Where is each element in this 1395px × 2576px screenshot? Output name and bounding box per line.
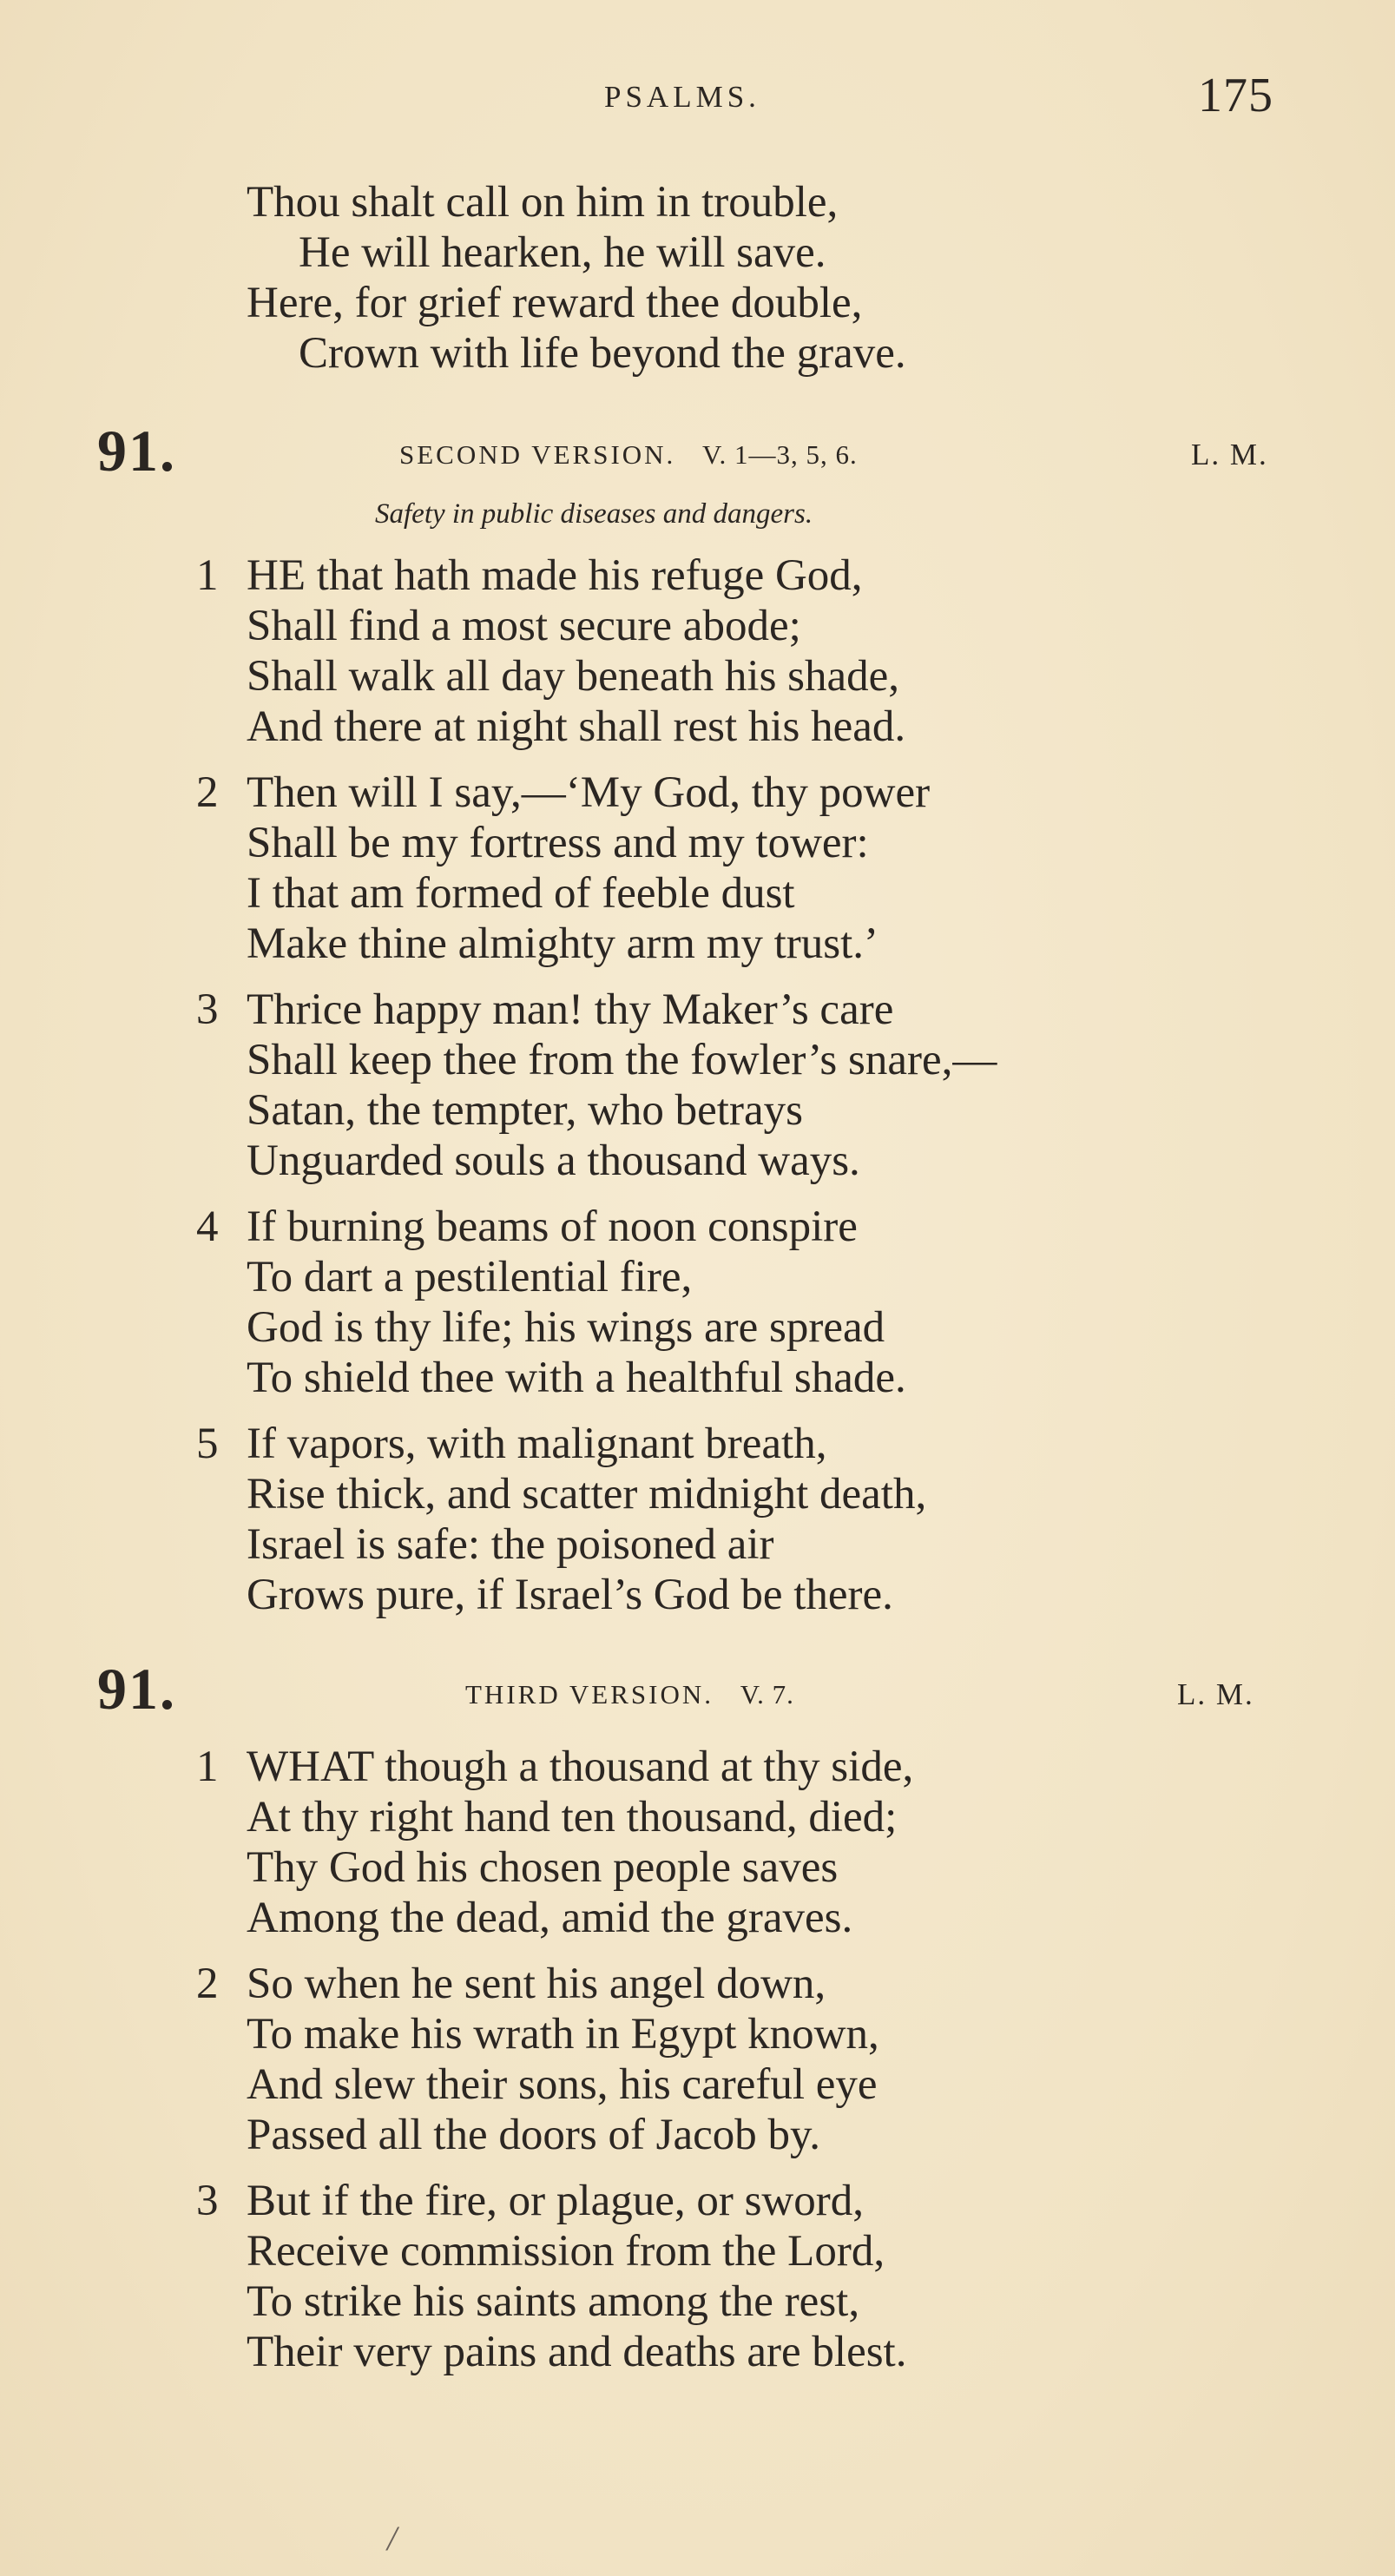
stanza-number: 3: [196, 985, 219, 1034]
meter-label: L. M.: [1191, 438, 1268, 471]
stanza-number: 2: [196, 768, 219, 817]
verse-line: Make thine almighty arm my trust.’: [247, 919, 879, 968]
verse-line: Thrice happy man! thy Maker’s care: [247, 985, 894, 1034]
verse-line: If burning beams of noon conspire: [247, 1202, 858, 1251]
verse-line: To strike his saints among the rest,: [247, 2277, 860, 2326]
verse-line: Rise thick, and scatter midnight death,: [247, 1470, 927, 1519]
stanza-number: 1: [196, 551, 219, 600]
verse-line: To dart a pestilential fire,: [247, 1253, 693, 1301]
verse-line: Unguarded souls a thousand ways.: [247, 1136, 860, 1185]
verse-line: If vapors, with malignant breath,: [247, 1420, 827, 1468]
stanza-number: 3: [196, 2177, 219, 2225]
verse-line: And there at night shall rest his head.: [247, 702, 906, 751]
page-number: 175: [1198, 69, 1273, 122]
verse-line: And slew their sons, his careful eye: [247, 2060, 878, 2109]
verse-line: Among the dead, amid the graves.: [247, 1894, 853, 1942]
verse-line: Here, for grief reward thee double,: [247, 279, 863, 327]
verse-line: But if the fire, or plague, or sword,: [247, 2177, 864, 2225]
running-title: PSALMS.: [604, 80, 760, 114]
verse-line: Thy God his chosen people saves: [247, 1843, 839, 1892]
verse-line: God is thy life; his wings are spread: [247, 1303, 885, 1352]
verses-reference: V. 1—3, 5, 6.: [702, 439, 858, 470]
verse-line: So when he sent his angel down,: [247, 1960, 826, 2008]
verse-line: Shall walk all day beneath his shade,: [247, 652, 900, 701]
verse-line: I that am formed of feeble dust: [247, 869, 795, 918]
verse-line: Receive commission from the Lord,: [247, 2227, 885, 2276]
hymn-subtitle: Safety in public diseases and dangers.: [375, 498, 813, 530]
verse-line: Then will I say,—‘My God, thy power: [247, 768, 931, 817]
stray-ink-mark: /: [387, 2519, 398, 2558]
verse-line: Grows pure, if Israel’s God be there.: [247, 1571, 893, 1619]
stanza-number: 4: [196, 1202, 219, 1251]
verse-line: To shield thee with a healthful shade.: [247, 1354, 906, 1402]
verse-line: Crown with life beyond the grave.: [299, 329, 906, 378]
stanza-number: 1: [196, 1743, 219, 1791]
verse-line: Shall be my fortress and my tower:: [247, 819, 869, 867]
verses-reference: V. 7.: [740, 1679, 794, 1710]
meter-label: L. M.: [1177, 1677, 1254, 1711]
verse-line: At thy right hand ten thousand, died;: [247, 1793, 898, 1841]
verse-line: To make his wrath in Egypt known,: [247, 2010, 879, 2059]
verse-line: Thou shalt call on him in trouble,: [247, 178, 839, 227]
version-heading: [399, 439, 858, 471]
verse-line: WHAT though a thousand at thy side,: [247, 1743, 914, 1791]
stanza-number: 2: [196, 1960, 219, 2008]
hymn-number: 91.: [97, 1656, 176, 1722]
verse-line: Their very pains and deaths are blest.: [247, 2328, 907, 2376]
verse-line: Satan, the tempter, who betrays: [247, 1086, 803, 1135]
verse-line: Passed all the doors of Jacob by.: [247, 2111, 820, 2159]
verse-line: He will hearken, he will save.: [299, 228, 826, 277]
hymn-number: 91.: [97, 418, 176, 484]
verse-line: Shall keep thee from the fowler’s snare,—: [247, 1036, 997, 1084]
verse-line: Israel is safe: the poisoned air: [247, 1520, 774, 1569]
version-heading: [465, 1679, 794, 1710]
verse-line: Shall find a most secure abode;: [247, 602, 801, 650]
stanza-number: 5: [196, 1420, 219, 1468]
verse-line: HE that hath made his refuge God,: [247, 551, 863, 600]
version-title: THIRD VERSION.: [465, 1679, 714, 1710]
version-title: SECOND VERSION.: [399, 439, 676, 470]
